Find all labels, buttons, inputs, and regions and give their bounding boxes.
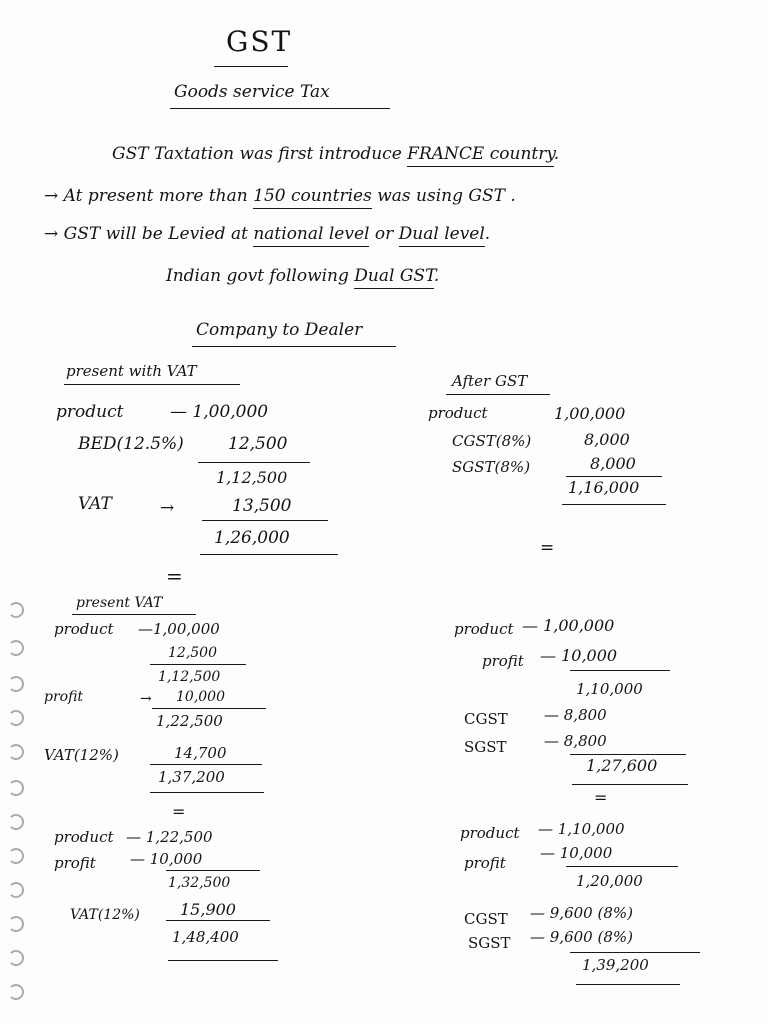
- ag3-profit-value: — 10,000: [540, 844, 613, 862]
- ag1-sgst-value: 8,000: [590, 454, 636, 473]
- pv1-subtotal: 1,12,500: [216, 468, 288, 487]
- ag2-cgst-value: — 8,800: [544, 706, 607, 724]
- pv2-profit-arrow: →: [140, 691, 152, 707]
- ag2-total: 1,27,600: [586, 756, 658, 775]
- pv1-rule-2: [202, 520, 328, 521]
- pv2-rule-3: [150, 764, 262, 765]
- ag1-sgst-label: SGST(8%): [452, 458, 531, 476]
- ag2-rule-3: [572, 784, 688, 785]
- pv2-rule-1: [150, 664, 246, 665]
- pv2-heading: present VAT: [76, 595, 163, 611]
- pv3-product-label: product: [54, 828, 114, 846]
- ag2-cgst-label: CGST: [464, 710, 508, 728]
- pv2-value-1: 12,500: [168, 645, 217, 661]
- ag3-cgst-label: CGST: [464, 910, 508, 928]
- pv1-vat-value: 13,500: [232, 496, 292, 516]
- pv2-subtotal-2: 1,22,500: [156, 712, 223, 730]
- pv1-total: 1,26,000: [214, 528, 290, 548]
- pv2-product-label: product: [54, 620, 114, 638]
- pv2-vat-value: 14,700: [174, 744, 227, 762]
- pv1-bed-value: 12,500: [228, 434, 288, 454]
- section-title: Company to Dealer: [196, 320, 363, 340]
- ag3-product-value: — 1,10,000: [538, 820, 625, 838]
- page-title: GST: [226, 25, 293, 58]
- ag2-sgst-label: SGST: [464, 738, 507, 756]
- section-title-underline: [192, 346, 396, 347]
- present-vat-heading-underline: [64, 384, 240, 385]
- pv2-profit-value: 10,000: [176, 689, 225, 705]
- pv2-total: 1,37,200: [158, 768, 225, 786]
- ag1-rule-1: [566, 476, 662, 477]
- ag3-product-label: product: [460, 824, 520, 842]
- pv3-rule-3: [168, 960, 278, 961]
- ag3-sgst-label: SGST: [468, 934, 511, 952]
- equals-mark-3: =: [594, 788, 608, 807]
- ag1-product-label: product: [428, 404, 488, 422]
- equals-mark-4: =: [172, 802, 186, 821]
- ag2-product-value: — 1,00,000: [522, 616, 615, 635]
- pv1-product-label: product: [56, 402, 124, 422]
- equals-mark-1: =: [540, 538, 555, 558]
- ag3-sgst-value: — 9,600 (8%): [530, 928, 633, 946]
- pv3-rule-2: [166, 920, 270, 921]
- ag1-cgst-label: CGST(8%): [452, 432, 532, 450]
- after-gst-heading-underline: [446, 394, 550, 395]
- pv2-profit-label: profit: [44, 689, 84, 705]
- pv2-product-value: —1,00,000: [138, 620, 220, 638]
- intro-line-3: → GST will be Levied at national level or Dual level.: [44, 226, 490, 243]
- ag1-product-value: 1,00,000: [554, 404, 626, 423]
- ag2-profit-value: — 10,000: [540, 646, 618, 665]
- ag3-cgst-value: — 9,600 (8%): [530, 904, 633, 922]
- ag2-product-label: product: [454, 620, 514, 638]
- pv2-subtotal-1: 1,12,500: [158, 669, 221, 685]
- intro-line-2: → At present more than 150 countries was using GST .: [44, 188, 516, 205]
- title-underline: [214, 66, 288, 67]
- present-vat-heading: present with VAT: [66, 362, 197, 380]
- pv1-vat-arrow: →: [160, 498, 175, 518]
- pv3-total: 1,48,400: [172, 928, 239, 946]
- intro-line-4: Indian govt following Dual GST.: [166, 268, 439, 285]
- after-gst-heading: After GST: [452, 372, 528, 390]
- intro-line-1: GST Taxtation was first introduce FRANCE country.: [112, 146, 559, 163]
- pv3-profit-label: profit: [54, 854, 96, 872]
- pv2-heading-underline: [72, 614, 196, 615]
- pv1-rule-3: [200, 554, 338, 555]
- pv3-profit-value: — 10,000: [130, 850, 203, 868]
- pv3-vat-label: VAT(12%): [70, 907, 140, 923]
- ag2-rule-1: [570, 670, 670, 671]
- pv3-rule-1: [166, 870, 260, 871]
- ag3-subtotal: 1,20,000: [576, 872, 643, 890]
- ag3-total: 1,39,200: [582, 956, 649, 974]
- page-subtitle: Goods service Tax: [174, 82, 330, 102]
- ag3-rule-1: [566, 866, 678, 867]
- pv1-product-value: — 1,00,000: [170, 402, 269, 422]
- equals-mark-2: =: [166, 564, 183, 588]
- pv3-product-value: — 1,22,500: [126, 828, 213, 846]
- ag3-rule-3: [576, 984, 680, 985]
- pv2-vat-label: VAT(12%): [44, 746, 119, 764]
- ag2-subtotal: 1,10,000: [576, 680, 643, 698]
- pv1-vat-label: VAT: [78, 494, 112, 514]
- ag2-rule-2: [570, 754, 686, 755]
- ag2-sgst-value: — 8,800: [544, 732, 607, 750]
- ag1-rule-2: [562, 504, 666, 505]
- pv2-rule-2: [152, 708, 266, 709]
- pv2-rule-4: [150, 792, 264, 793]
- pv3-vat-value: 15,900: [180, 900, 236, 919]
- pv3-subtotal: 1,32,500: [168, 875, 231, 891]
- ag3-profit-label: profit: [464, 854, 506, 872]
- ag2-profit-label: profit: [482, 652, 524, 670]
- pv1-rule-1: [198, 462, 310, 463]
- pv1-bed-label: BED(12.5%): [78, 434, 184, 454]
- ag1-cgst-value: 8,000: [584, 430, 630, 449]
- ag3-rule-2: [570, 952, 700, 953]
- ag1-total: 1,16,000: [568, 478, 640, 497]
- subtitle-underline: [170, 108, 390, 109]
